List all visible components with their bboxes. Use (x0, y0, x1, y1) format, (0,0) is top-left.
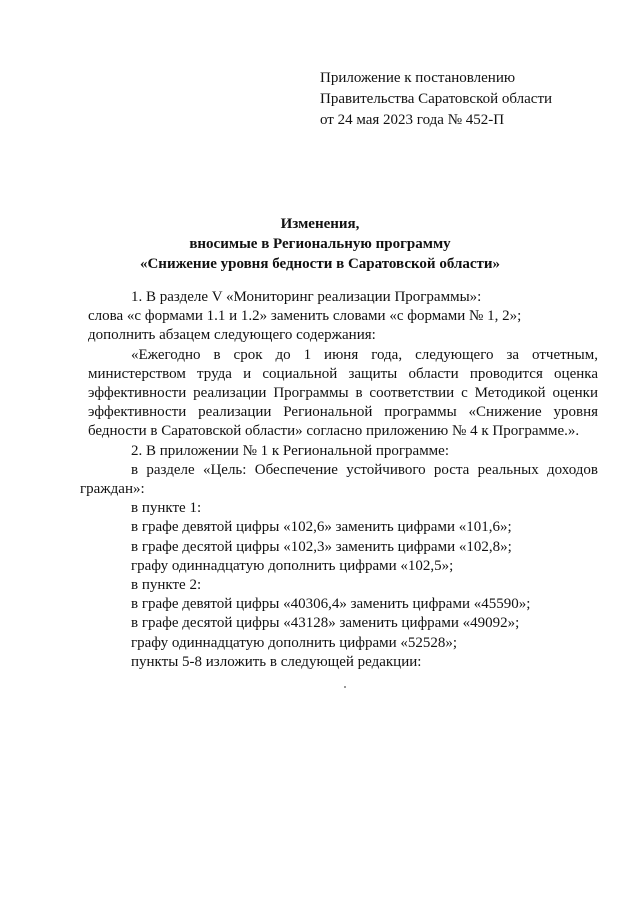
paragraph-8: в графе девятой цифры «102,6» заменить цифрами «101,6»; (131, 519, 512, 536)
paragraph-6-line-2: граждан»: (80, 481, 145, 498)
paragraph-15: пункты 5-8 изложить в следующей редакции: (131, 653, 422, 670)
paragraph-2: слова «с формами 1.1 и 1.2» заменить словами «с формами № 1, 2»; (88, 308, 522, 325)
paragraph-4-line-3: эффективности реализации Программы в соответствии с Методикой оценки (88, 385, 598, 402)
paragraph-13: в графе десятой цифры «43128» заменить цифрами «49092»; (131, 615, 520, 632)
paragraph-1: 1. В разделе V «Мониторинг реализации Программы»: (131, 289, 482, 305)
paragraph-4-line-1: «Ежегодно в срок до 1 июня года, следующего за отчетным, (131, 346, 598, 363)
paragraph-3: дополнить абзацем следующего содержания: (88, 327, 376, 344)
paragraph-11: в пункте 2: (131, 577, 202, 594)
paragraph-9: в графе десятой цифры «102,3» заменить цифрами «102,8»; (131, 538, 512, 555)
paragraph-14: графу одиннадцатую дополнить цифрами «52528»; (131, 634, 458, 651)
paragraph-12: в графе девятой цифры «40306,4» заменить цифрами «45590»; (131, 596, 531, 613)
heading-line-3: «Снижение уровня бедности в Саратовской области» (139, 256, 501, 272)
attachment-note (320, 68, 552, 131)
paragraph-4-line-5: бедности в Саратовской области» согласно приложению № 4 к Программе.». (88, 423, 580, 440)
paragraph-5: 2. В приложении № 1 к Региональной программе: (131, 442, 450, 459)
attachment-line-2: Правительства Саратовской области (320, 91, 553, 107)
document-heading (0, 214, 640, 274)
paragraph-4-line-4: эффективности реализации Региональной программы «Снижение уровня (88, 404, 598, 421)
paragraph-10: графу одиннадцатую дополнить цифрами «102,5»; (131, 557, 454, 574)
attachment-line-3: от 24 мая 2023 года № 452-П (320, 112, 505, 128)
scan-speck (344, 686, 346, 688)
document-body (80, 288, 598, 672)
heading-line-2: вносимые в Региональную программу (189, 236, 451, 252)
paragraph-7: в пункте 1: (131, 500, 202, 517)
paragraph-6-line-1: в разделе «Цель: Обеспечение устойчивого роста реальных доходов (131, 461, 598, 478)
attachment-line-1: Приложение к постановлению (320, 70, 516, 86)
paragraph-4-line-2: министерством труда и социальной защиты области проводится оценка (88, 365, 598, 382)
heading-line-1: Изменения, (280, 216, 360, 232)
